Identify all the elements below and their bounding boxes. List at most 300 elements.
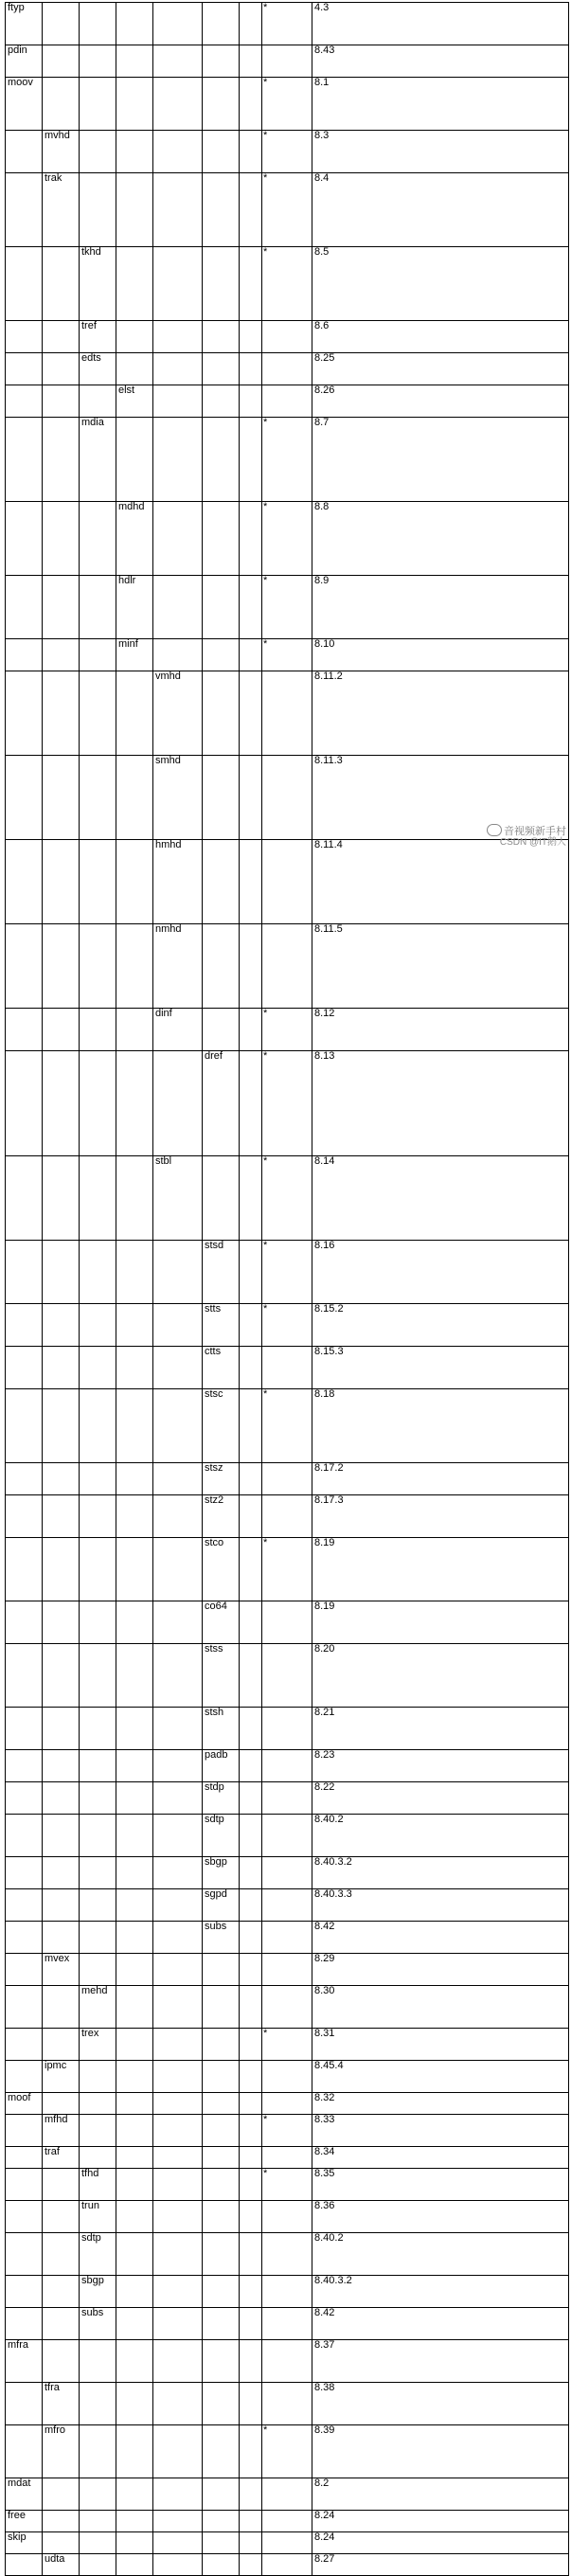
box-name-level-1-cell xyxy=(6,1708,43,1750)
section-number-cell: 8.11.2 xyxy=(312,671,569,756)
box-name-level-7-cell xyxy=(240,2147,262,2169)
section-number-cell: 8.8 xyxy=(312,502,569,576)
box-name-level-7-cell xyxy=(240,1156,262,1241)
box-name-level-1-cell: moof xyxy=(6,2093,43,2115)
box-name-level-7-cell xyxy=(240,1782,262,1815)
box-name-level-7-cell xyxy=(240,1304,262,1347)
box-name-level-6-cell xyxy=(203,3,240,45)
mandatory-marker-cell xyxy=(262,385,312,418)
box-name-level-3-cell: subs xyxy=(80,2308,116,2340)
box-name-level-5-cell xyxy=(153,2383,203,2425)
box-name-level-2-cell xyxy=(43,3,80,45)
mandatory-marker-cell: * xyxy=(262,2425,312,2478)
box-name-level-5-cell xyxy=(153,2511,203,2532)
box-name-level-6-cell: stco xyxy=(203,1538,240,1601)
box-name-level-2-cell xyxy=(43,1782,80,1815)
table-row xyxy=(6,1857,569,1889)
box-name-level-4-cell: minf xyxy=(116,639,153,671)
box-name-level-2-cell xyxy=(43,1241,80,1304)
box-name-level-7-cell xyxy=(240,2115,262,2147)
box-name-level-3-cell: mdia xyxy=(80,418,116,502)
mandatory-marker-cell xyxy=(262,2383,312,2425)
section-number-cell: 8.2 xyxy=(312,2478,569,2511)
box-name-level-1-cell xyxy=(6,1889,43,1922)
box-name-level-5-cell xyxy=(153,2554,203,2576)
section-number-cell: 8.42 xyxy=(312,1922,569,1954)
table-row xyxy=(6,2425,569,2478)
section-number-cell: 8.16 xyxy=(312,1241,569,1304)
box-name-level-2-cell xyxy=(43,2340,80,2383)
section-number-cell: 8.24 xyxy=(312,2532,569,2554)
box-name-level-6-cell xyxy=(203,1954,240,1986)
box-name-level-7-cell xyxy=(240,1857,262,1889)
box-name-level-4-cell xyxy=(116,2511,153,2532)
box-name-level-2-cell xyxy=(43,1857,80,1889)
box-name-level-6-cell xyxy=(203,45,240,78)
box-name-level-3-cell xyxy=(80,173,116,247)
box-name-level-2-cell xyxy=(43,639,80,671)
section-number-cell: 8.26 xyxy=(312,385,569,418)
table-row xyxy=(6,840,569,924)
box-name-level-7-cell xyxy=(240,247,262,321)
box-name-level-1-cell: skip xyxy=(6,2532,43,2554)
table-row xyxy=(6,2233,569,2276)
box-name-level-4-cell xyxy=(116,671,153,756)
box-name-level-3-cell xyxy=(80,1347,116,1389)
mandatory-marker-cell: * xyxy=(262,639,312,671)
box-name-level-5-cell xyxy=(153,2061,203,2093)
mandatory-marker-cell: * xyxy=(262,247,312,321)
mandatory-marker-cell: * xyxy=(262,1051,312,1156)
box-name-level-4-cell xyxy=(116,840,153,924)
box-name-level-7-cell xyxy=(240,2233,262,2276)
box-name-level-2-cell xyxy=(43,1389,80,1463)
box-name-level-6-cell: sdtp xyxy=(203,1815,240,1857)
box-name-level-6-cell xyxy=(203,2169,240,2201)
box-name-level-5-cell xyxy=(153,2478,203,2511)
box-name-level-4-cell xyxy=(116,1954,153,1986)
box-name-level-2-cell: ipmc xyxy=(43,2061,80,2093)
box-name-level-5-cell xyxy=(153,1241,203,1304)
box-name-level-1-cell xyxy=(6,131,43,173)
box-name-level-4-cell xyxy=(116,1304,153,1347)
section-number-cell: 8.5 xyxy=(312,247,569,321)
box-name-level-4-cell xyxy=(116,2061,153,2093)
mandatory-marker-cell xyxy=(262,1954,312,1986)
section-number-cell: 8.45.4 xyxy=(312,2061,569,2093)
section-number-cell: 8.34 xyxy=(312,2147,569,2169)
section-number-cell: 8.29 xyxy=(312,1954,569,1986)
box-name-level-6-cell xyxy=(203,2276,240,2308)
table-row xyxy=(6,1889,569,1922)
box-name-level-3-cell: tfhd xyxy=(80,2169,116,2201)
box-name-level-3-cell xyxy=(80,2115,116,2147)
section-number-cell: 8.13 xyxy=(312,1051,569,1156)
box-name-level-7-cell xyxy=(240,418,262,502)
table-row xyxy=(6,1986,569,2029)
mandatory-marker-cell xyxy=(262,1750,312,1782)
box-name-level-3-cell xyxy=(80,840,116,924)
box-name-level-1-cell xyxy=(6,1750,43,1782)
box-name-level-6-cell xyxy=(203,2340,240,2383)
box-name-level-3-cell xyxy=(80,131,116,173)
box-name-level-4-cell xyxy=(116,2425,153,2478)
box-name-level-2-cell: mfro xyxy=(43,2425,80,2478)
box-name-level-5-cell: dinf xyxy=(153,1009,203,1051)
table-row xyxy=(6,321,569,353)
box-name-level-6-cell: sbgp xyxy=(203,1857,240,1889)
box-name-level-5-cell xyxy=(153,1986,203,2029)
mandatory-marker-cell: * xyxy=(262,1304,312,1347)
box-name-level-3-cell xyxy=(80,1463,116,1495)
box-name-level-3-cell: tref xyxy=(80,321,116,353)
mandatory-marker-cell: * xyxy=(262,173,312,247)
table-row xyxy=(6,1644,569,1708)
box-name-level-1-cell xyxy=(6,353,43,385)
box-name-level-2-cell xyxy=(43,321,80,353)
section-number-cell: 8.40.2 xyxy=(312,1815,569,1857)
box-name-level-2-cell: tfra xyxy=(43,2383,80,2425)
section-number-cell: 8.15.3 xyxy=(312,1347,569,1389)
box-name-level-7-cell xyxy=(240,502,262,576)
box-name-level-5-cell xyxy=(153,1644,203,1708)
box-name-level-2-cell xyxy=(43,2511,80,2532)
box-name-level-1-cell xyxy=(6,1601,43,1644)
section-number-cell: 8.40.2 xyxy=(312,2233,569,2276)
box-name-level-6-cell xyxy=(203,321,240,353)
box-name-level-3-cell xyxy=(80,639,116,671)
box-name-level-5-cell: hmhd xyxy=(153,840,203,924)
box-name-level-4-cell xyxy=(116,1644,153,1708)
section-number-cell: 8.39 xyxy=(312,2425,569,2478)
box-name-level-4-cell xyxy=(116,1389,153,1463)
box-name-level-5-cell: stbl xyxy=(153,1156,203,1241)
box-name-level-1-cell xyxy=(6,924,43,1009)
box-name-level-1-cell xyxy=(6,1538,43,1601)
box-name-level-6-cell xyxy=(203,2093,240,2115)
box-name-level-4-cell xyxy=(116,1708,153,1750)
section-number-cell: 8.23 xyxy=(312,1750,569,1782)
box-name-level-1-cell xyxy=(6,1241,43,1304)
box-name-level-1-cell xyxy=(6,2308,43,2340)
mandatory-marker-cell xyxy=(262,45,312,78)
box-name-level-2-cell xyxy=(43,2093,80,2115)
table-row xyxy=(6,2340,569,2383)
mandatory-marker-cell xyxy=(262,2308,312,2340)
box-name-level-5-cell xyxy=(153,321,203,353)
box-name-level-6-cell xyxy=(203,2554,240,2576)
section-number-cell: 8.17.2 xyxy=(312,1463,569,1495)
box-name-level-1-cell xyxy=(6,756,43,840)
box-name-level-3-cell xyxy=(80,1857,116,1889)
box-name-level-3-cell xyxy=(80,2383,116,2425)
section-number-cell: 8.19 xyxy=(312,1601,569,1644)
box-name-level-6-cell xyxy=(203,2029,240,2061)
box-name-level-5-cell xyxy=(153,1304,203,1347)
box-name-level-4-cell xyxy=(116,45,153,78)
box-name-level-4-cell xyxy=(116,418,153,502)
box-name-level-1-cell xyxy=(6,1815,43,1857)
box-name-level-6-cell xyxy=(203,2147,240,2169)
box-name-level-4-cell xyxy=(116,1601,153,1644)
section-number-cell: 8.36 xyxy=(312,2201,569,2233)
box-name-level-1-cell xyxy=(6,502,43,576)
mandatory-marker-cell: * xyxy=(262,502,312,576)
mandatory-marker-cell xyxy=(262,1782,312,1815)
box-name-level-3-cell xyxy=(80,1815,116,1857)
box-name-level-3-cell: edts xyxy=(80,353,116,385)
box-name-level-6-cell xyxy=(203,576,240,639)
box-name-level-3-cell xyxy=(80,1889,116,1922)
section-number-cell: 8.35 xyxy=(312,2169,569,2201)
table-row xyxy=(6,385,569,418)
mandatory-marker-cell xyxy=(262,2061,312,2093)
box-name-level-3-cell xyxy=(80,2340,116,2383)
section-number-cell: 8.33 xyxy=(312,2115,569,2147)
section-number-cell: 8.31 xyxy=(312,2029,569,2061)
box-name-level-2-cell xyxy=(43,1986,80,2029)
mandatory-marker-cell: * xyxy=(262,2115,312,2147)
box-name-level-5-cell: nmhd xyxy=(153,924,203,1009)
table-row xyxy=(6,418,569,502)
table-row xyxy=(6,2511,569,2532)
box-name-level-7-cell xyxy=(240,3,262,45)
mandatory-marker-cell xyxy=(262,1347,312,1389)
box-name-level-1-cell xyxy=(6,173,43,247)
box-name-level-7-cell xyxy=(240,756,262,840)
table-body xyxy=(6,3,569,2576)
box-name-level-2-cell xyxy=(43,1304,80,1347)
box-name-level-7-cell xyxy=(240,1347,262,1389)
box-name-level-4-cell xyxy=(116,2169,153,2201)
box-name-level-5-cell xyxy=(153,2340,203,2383)
box-name-level-4-cell xyxy=(116,2093,153,2115)
box-name-level-5-cell xyxy=(153,2308,203,2340)
box-name-level-7-cell xyxy=(240,2061,262,2093)
box-name-level-6-cell: stsc xyxy=(203,1389,240,1463)
box-name-level-2-cell xyxy=(43,385,80,418)
box-name-level-6-cell xyxy=(203,1156,240,1241)
mandatory-marker-cell xyxy=(262,924,312,1009)
box-name-level-1-cell xyxy=(6,1051,43,1156)
box-name-level-5-cell xyxy=(153,1815,203,1857)
mandatory-marker-cell xyxy=(262,2201,312,2233)
box-name-level-7-cell xyxy=(240,924,262,1009)
box-name-level-7-cell xyxy=(240,1009,262,1051)
box-name-level-5-cell xyxy=(153,1708,203,1750)
box-name-level-1-cell xyxy=(6,576,43,639)
box-name-level-1-cell xyxy=(6,2425,43,2478)
box-name-level-4-cell xyxy=(116,1986,153,2029)
box-name-level-4-cell xyxy=(116,2478,153,2511)
table-row xyxy=(6,3,569,45)
box-name-level-7-cell xyxy=(240,1889,262,1922)
table-row xyxy=(6,1009,569,1051)
mandatory-marker-cell xyxy=(262,1644,312,1708)
section-number-cell: 8.25 xyxy=(312,353,569,385)
box-name-level-6-cell: co64 xyxy=(203,1601,240,1644)
box-name-level-6-cell xyxy=(203,2532,240,2554)
box-name-level-3-cell xyxy=(80,1922,116,1954)
mandatory-marker-cell xyxy=(262,756,312,840)
mandatory-marker-cell xyxy=(262,1857,312,1889)
box-name-level-6-cell xyxy=(203,78,240,131)
box-hierarchy-table xyxy=(5,2,569,2576)
box-name-level-1-cell xyxy=(6,2147,43,2169)
box-name-level-2-cell xyxy=(43,2478,80,2511)
box-name-level-6-cell xyxy=(203,247,240,321)
box-name-level-7-cell xyxy=(240,1815,262,1857)
box-name-level-2-cell xyxy=(43,1644,80,1708)
mandatory-marker-cell xyxy=(262,2554,312,2576)
mandatory-marker-cell: * xyxy=(262,1156,312,1241)
box-name-level-2-cell xyxy=(43,45,80,78)
box-name-level-1-cell xyxy=(6,2554,43,2576)
box-name-level-2-cell xyxy=(43,2169,80,2201)
table-row xyxy=(6,2029,569,2061)
box-name-level-2-cell xyxy=(43,1463,80,1495)
box-name-level-2-cell xyxy=(43,502,80,576)
box-name-level-1-cell xyxy=(6,671,43,756)
box-name-level-6-cell xyxy=(203,2115,240,2147)
box-name-level-1-cell: pdin xyxy=(6,45,43,78)
box-name-level-5-cell xyxy=(153,1782,203,1815)
box-name-level-4-cell xyxy=(116,756,153,840)
box-name-level-5-cell xyxy=(153,78,203,131)
box-name-level-2-cell xyxy=(43,353,80,385)
watermark-channel-name: 音视频新手村 xyxy=(504,826,566,837)
box-name-level-5-cell xyxy=(153,639,203,671)
box-name-level-1-cell xyxy=(6,1156,43,1241)
box-name-level-6-cell: sgpd xyxy=(203,1889,240,1922)
box-name-level-7-cell xyxy=(240,1241,262,1304)
box-name-level-3-cell xyxy=(80,45,116,78)
box-name-level-1-cell xyxy=(6,1922,43,1954)
box-name-level-1-cell xyxy=(6,639,43,671)
box-name-level-4-cell xyxy=(116,2532,153,2554)
box-name-level-6-cell xyxy=(203,2478,240,2511)
section-number-cell: 8.12 xyxy=(312,1009,569,1051)
box-name-level-6-cell: stz2 xyxy=(203,1495,240,1538)
box-name-level-6-cell xyxy=(203,2425,240,2478)
table-row xyxy=(6,2308,569,2340)
box-name-level-4-cell xyxy=(116,1538,153,1601)
box-name-level-5-cell xyxy=(153,1347,203,1389)
box-name-level-4-cell xyxy=(116,2029,153,2061)
section-number-cell: 8.6 xyxy=(312,321,569,353)
box-name-level-4-cell xyxy=(116,2201,153,2233)
box-name-level-4-cell xyxy=(116,1156,153,1241)
box-name-level-5-cell xyxy=(153,2425,203,2478)
box-name-level-2-cell xyxy=(43,1750,80,1782)
box-name-level-4-cell xyxy=(116,1463,153,1495)
box-name-level-3-cell xyxy=(80,1304,116,1347)
table-row xyxy=(6,1815,569,1857)
box-name-level-6-cell xyxy=(203,2233,240,2276)
mandatory-marker-cell xyxy=(262,2093,312,2115)
box-name-level-2-cell xyxy=(43,1815,80,1857)
box-name-level-3-cell xyxy=(80,1009,116,1051)
box-name-level-1-cell xyxy=(6,1954,43,1986)
box-name-level-1-cell xyxy=(6,1782,43,1815)
section-number-cell: 8.42 xyxy=(312,2308,569,2340)
box-name-level-4-cell xyxy=(116,247,153,321)
box-name-level-2-cell xyxy=(43,1156,80,1241)
box-name-level-7-cell xyxy=(240,1601,262,1644)
box-name-level-1-cell xyxy=(6,418,43,502)
box-name-level-3-cell xyxy=(80,1644,116,1708)
box-name-level-2-cell xyxy=(43,840,80,924)
box-name-level-5-cell: vmhd xyxy=(153,671,203,756)
watermark xyxy=(487,824,566,848)
box-name-level-4-cell xyxy=(116,2554,153,2576)
box-name-level-3-cell xyxy=(80,1389,116,1463)
box-name-level-2-cell xyxy=(43,247,80,321)
box-name-level-4-cell xyxy=(116,1009,153,1051)
mandatory-marker-cell: * xyxy=(262,78,312,131)
table-row xyxy=(6,576,569,639)
box-name-level-4-cell xyxy=(116,1815,153,1857)
box-name-level-6-cell xyxy=(203,502,240,576)
box-name-level-5-cell xyxy=(153,353,203,385)
section-number-cell: 8.14 xyxy=(312,1156,569,1241)
section-number-cell: 8.19 xyxy=(312,1538,569,1601)
box-name-level-3-cell xyxy=(80,1954,116,1986)
box-name-level-7-cell xyxy=(240,1922,262,1954)
box-name-level-5-cell xyxy=(153,1750,203,1782)
box-name-level-7-cell xyxy=(240,2093,262,2115)
box-name-level-3-cell: tkhd xyxy=(80,247,116,321)
box-name-level-7-cell xyxy=(240,2511,262,2532)
section-number-cell: 8.11.5 xyxy=(312,924,569,1009)
box-name-level-6-cell xyxy=(203,418,240,502)
box-name-level-1-cell xyxy=(6,1986,43,2029)
mandatory-marker-cell: * xyxy=(262,1389,312,1463)
box-name-level-3-cell xyxy=(80,1495,116,1538)
box-name-level-2-cell xyxy=(43,756,80,840)
box-name-level-7-cell xyxy=(240,2308,262,2340)
box-name-level-4-cell xyxy=(116,2383,153,2425)
box-name-level-7-cell xyxy=(240,1463,262,1495)
box-name-level-5-cell xyxy=(153,418,203,502)
table-row xyxy=(6,1601,569,1644)
table-row xyxy=(6,1304,569,1347)
table-row xyxy=(6,1156,569,1241)
box-name-level-1-cell xyxy=(6,2201,43,2233)
box-name-level-1-cell xyxy=(6,2115,43,2147)
box-name-level-3-cell xyxy=(80,1538,116,1601)
mandatory-marker-cell xyxy=(262,1495,312,1538)
mandatory-marker-cell: * xyxy=(262,1009,312,1051)
box-name-level-1-cell: mdat xyxy=(6,2478,43,2511)
section-number-cell: 8.1 xyxy=(312,78,569,131)
section-number-cell: 8.38 xyxy=(312,2383,569,2425)
box-name-level-1-cell xyxy=(6,1347,43,1389)
box-name-level-6-cell xyxy=(203,639,240,671)
box-name-level-1-cell xyxy=(6,1644,43,1708)
mandatory-marker-cell: * xyxy=(262,2029,312,2061)
box-name-level-5-cell xyxy=(153,1495,203,1538)
mandatory-marker-cell xyxy=(262,1601,312,1644)
box-name-level-2-cell xyxy=(43,1889,80,1922)
box-name-level-5-cell xyxy=(153,2532,203,2554)
box-name-level-6-cell: padb xyxy=(203,1750,240,1782)
box-name-level-2-cell xyxy=(43,1922,80,1954)
table-row xyxy=(6,1538,569,1601)
mandatory-marker-cell xyxy=(262,840,312,924)
box-name-level-7-cell xyxy=(240,78,262,131)
box-name-level-1-cell: free xyxy=(6,2511,43,2532)
